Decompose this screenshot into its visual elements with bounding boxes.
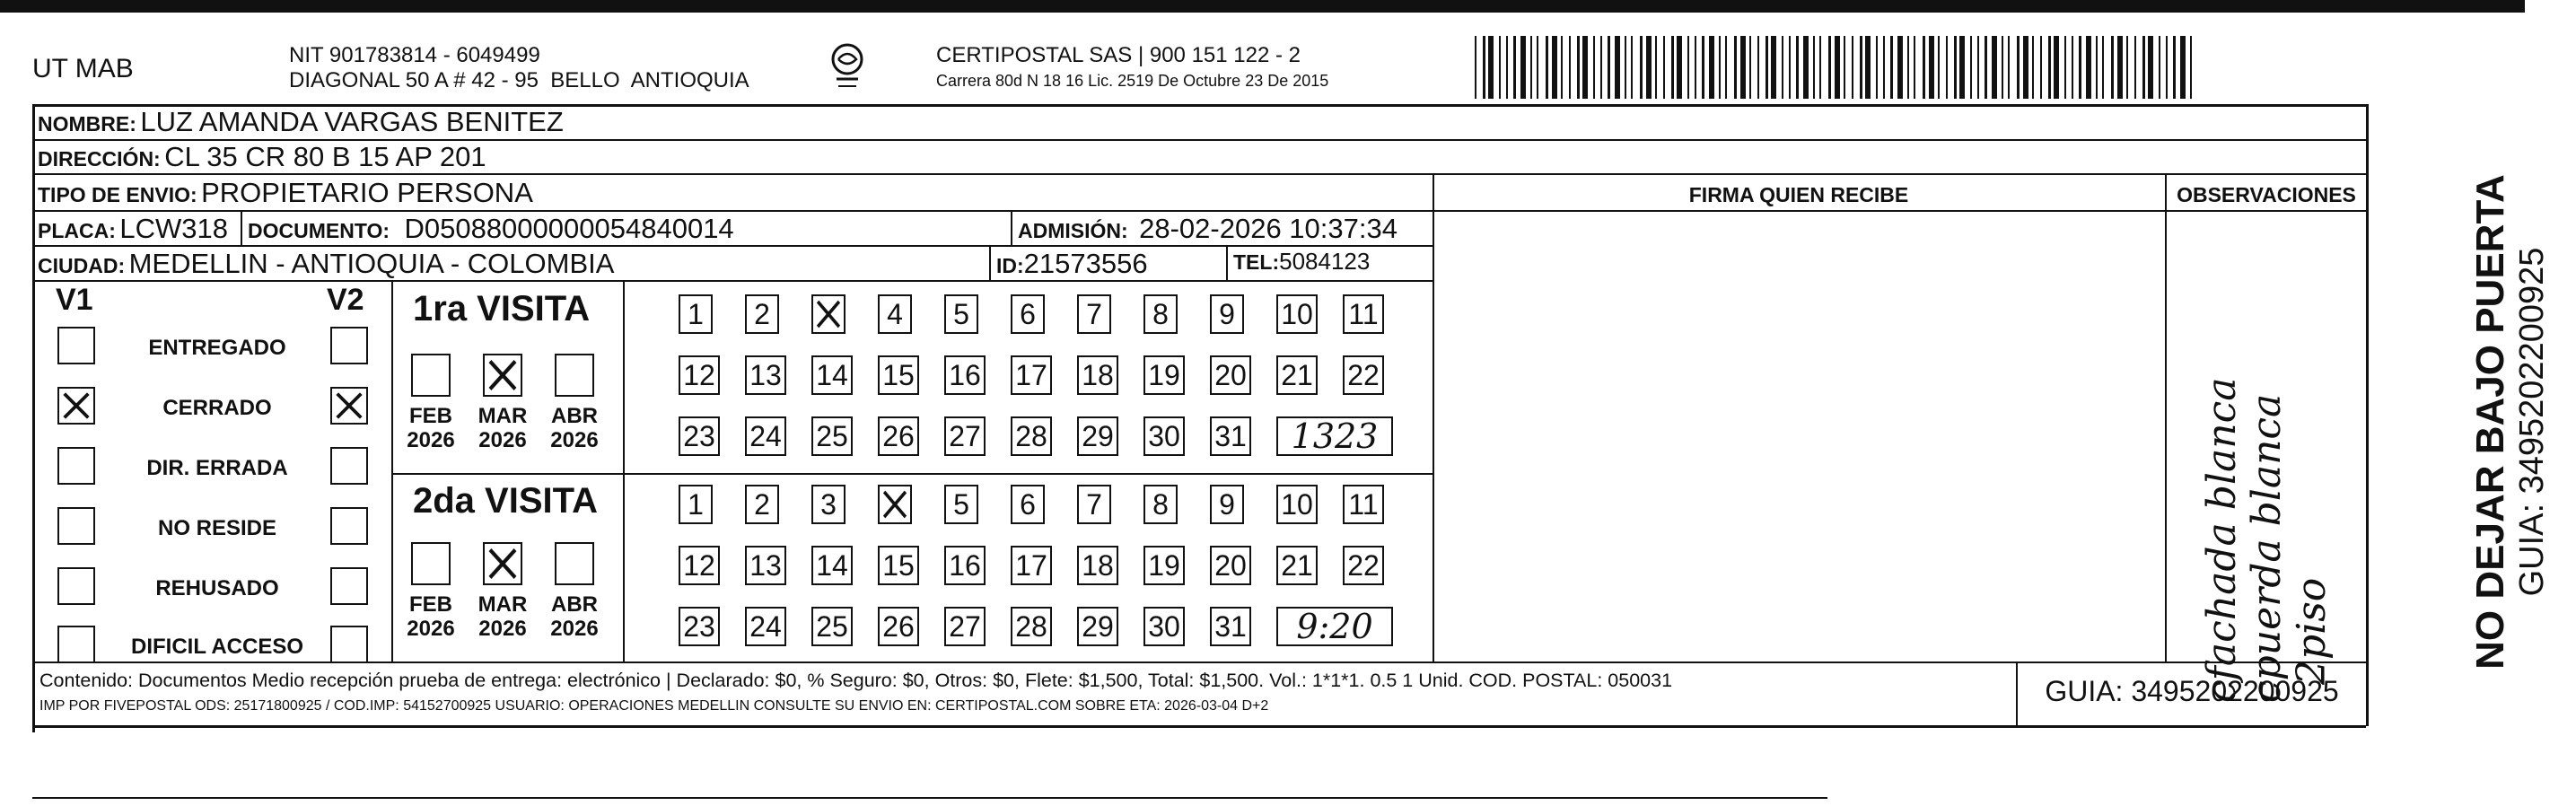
barcode-bar — [2002, 36, 2003, 99]
day-box[interactable]: 6 — [1011, 294, 1045, 334]
day-box[interactable]: 23 — [679, 607, 720, 646]
frame-right — [2366, 104, 2369, 726]
barcode-bar — [2096, 36, 2098, 99]
rule — [391, 473, 1433, 475]
company-address: DIAGONAL 50 A # 42 - 95 BELLO ANTIOQUIA — [289, 68, 749, 92]
day-box[interactable]: 3 — [811, 485, 846, 524]
barcode-bar — [1803, 36, 1809, 99]
placa-label: PLACA: — [38, 219, 116, 242]
placa-value: LCW318 — [119, 213, 228, 244]
day-box[interactable]: 19 — [1143, 355, 1185, 395]
company-name: UT MAB — [32, 54, 134, 83]
day-box[interactable]: 19 — [1143, 546, 1185, 585]
id-row — [996, 248, 1148, 280]
rule — [32, 245, 1433, 247]
v2-checkbox[interactable] — [330, 626, 368, 663]
barcode-bar — [2086, 36, 2091, 99]
certipostal-logo — [819, 39, 876, 97]
day-box[interactable]: 7 — [1077, 294, 1111, 334]
barcode-bar — [1569, 36, 1571, 99]
v1-checkbox[interactable] — [57, 387, 95, 425]
x-mark — [485, 355, 521, 395]
tel-label: TEL: — [1233, 250, 1280, 274]
day-box[interactable] — [878, 485, 912, 524]
barcode-bar — [1907, 36, 1909, 99]
documento-value: D05088000000054840014 — [404, 213, 734, 244]
month-checkbox[interactable] — [483, 354, 522, 397]
barcode-bar — [1954, 36, 1957, 99]
barcode — [1475, 36, 2196, 99]
no-dejar-text: NO DEJAR BAJO PUERTA — [2468, 174, 2512, 670]
obs-line-1: cfachada blanca — [2199, 377, 2245, 703]
barcode-bar — [2117, 36, 2123, 99]
month-year: 2026 — [407, 617, 455, 641]
x-mark — [59, 389, 93, 423]
nombre-value: LUZ AMANDA VARGAS BENITEZ — [140, 106, 564, 137]
barcode-bar — [1883, 36, 1885, 99]
certipostal-line2: Carrera 80d N 18 16 Lic. 2519 De Octubre 23 De 2015 — [936, 72, 1329, 90]
v1-checkbox[interactable] — [57, 327, 95, 364]
month-label — [471, 592, 534, 641]
day-box[interactable]: 20 — [1210, 546, 1251, 585]
barcode-bar — [1992, 36, 1997, 99]
day-box[interactable]: 22 — [1343, 355, 1384, 395]
day-box[interactable]: 8 — [1143, 485, 1178, 524]
documento-label: DOCUMENTO: — [248, 219, 390, 242]
month-label — [399, 404, 462, 452]
v2-checkbox[interactable] — [330, 567, 368, 605]
day-box[interactable]: 22 — [1343, 546, 1384, 585]
day-box[interactable]: 7 — [1077, 485, 1111, 524]
day-box[interactable]: 17 — [1011, 546, 1052, 585]
barcode-bar — [1897, 36, 1903, 99]
rule — [32, 280, 1433, 282]
rule — [32, 173, 2366, 175]
nombre-row — [38, 106, 564, 138]
barcode-bar — [2040, 36, 2042, 99]
day-box[interactable]: 25 — [811, 607, 853, 646]
month-checkbox[interactable] — [555, 354, 594, 397]
day-box[interactable]: 20 — [1210, 355, 1251, 395]
barcode-bar — [1499, 36, 1501, 99]
day-box[interactable]: 29 — [1077, 416, 1118, 456]
documento-row — [248, 213, 734, 245]
barcode-bar — [1663, 36, 1665, 99]
direccion-value: CL 35 CR 80 B 15 AP 201 — [164, 141, 486, 172]
barcode-bar — [1475, 36, 1476, 99]
rule — [32, 797, 1827, 799]
day-box[interactable]: 4 — [878, 294, 912, 334]
month-checkbox[interactable] — [411, 354, 451, 397]
barcode-bar — [1946, 36, 1948, 99]
barcode-bar — [2166, 36, 2168, 99]
day-box[interactable]: 1 — [679, 294, 713, 334]
barcode-bar — [1959, 36, 1965, 99]
day-box[interactable]: 26 — [878, 416, 919, 456]
x-mark — [813, 296, 844, 332]
month-name: MAR — [478, 404, 528, 428]
x-mark — [332, 389, 366, 423]
v1-checkbox[interactable] — [57, 567, 95, 605]
barcode-bar — [1757, 36, 1759, 99]
status-option-label: DIFICIL ACCESO — [130, 635, 303, 659]
barcode-bar — [1970, 36, 1972, 99]
barcode-bar — [1835, 36, 1840, 99]
rule — [2165, 175, 2167, 661]
month-year: 2026 — [407, 428, 455, 452]
tel-row — [1233, 248, 1370, 276]
day-box[interactable]: 12 — [679, 546, 720, 585]
day-box[interactable]: 11 — [1343, 294, 1384, 334]
rule — [1226, 245, 1228, 280]
nit: NIT 901783814 - 6049499 — [289, 43, 540, 67]
barcode-bar — [1593, 36, 1595, 99]
day-box[interactable]: 31 — [1210, 607, 1251, 646]
barcode-bar — [1876, 36, 1878, 99]
barcode-bar — [1813, 36, 1815, 99]
month-name: FEB — [409, 592, 452, 617]
imp-line: IMP POR FIVEPOSTAL ODS: 25171800925 / COD.IMP: 54152700925 USUARIO: OPERACIONES MEDELLIN CONSULTE SU ENVIO EN: CERTIPOSTAL.COM SOBRE ETA: 2026-03-04 D+2 — [39, 698, 1269, 714]
v2-checkbox[interactable] — [330, 327, 368, 364]
v2-checkbox[interactable] — [330, 507, 368, 545]
barcode-bar — [1615, 36, 1620, 99]
barcode-bar — [2173, 36, 2176, 99]
barcode-bar — [1938, 36, 1940, 99]
day-box[interactable]: 9 — [1210, 485, 1244, 524]
status-option-label: REHUSADO — [155, 576, 279, 600]
month-label — [543, 592, 606, 641]
barcode-bar — [2023, 36, 2028, 99]
barcode-bar — [1695, 36, 1696, 99]
v2-checkbox[interactable] — [330, 387, 368, 425]
day-box[interactable]: 24 — [745, 607, 786, 646]
tel-value: 5084123 — [1279, 248, 1371, 275]
month-year: 2026 — [550, 617, 599, 641]
rule — [1011, 210, 1012, 245]
day-box[interactable]: 26 — [878, 607, 919, 646]
barcode-bar — [1819, 36, 1821, 99]
month-year: 2026 — [550, 428, 599, 452]
barcode-bar — [2048, 36, 2051, 99]
barcode-bar — [1789, 36, 1791, 99]
status-option-label: ENTREGADO — [148, 336, 286, 360]
barcode-bar — [1860, 36, 1862, 99]
direccion-row — [38, 141, 486, 173]
barcode-bar — [1985, 36, 1987, 99]
barcode-bar — [2111, 36, 2114, 99]
day-box[interactable]: 11 — [1343, 485, 1384, 524]
barcode-bar — [1782, 36, 1783, 99]
barcode-bar — [1977, 36, 1979, 99]
barcode-bar — [1646, 36, 1652, 99]
top-border — [0, 0, 2525, 13]
day-box[interactable] — [811, 294, 846, 334]
barcode-bar — [2054, 36, 2059, 99]
day-box[interactable]: 5 — [944, 485, 978, 524]
visit1-title: 1ra VISITA — [413, 289, 591, 329]
v2-header: V2 — [327, 283, 364, 317]
day-box[interactable]: 17 — [1011, 355, 1052, 395]
month-label — [399, 592, 462, 641]
rule — [623, 280, 625, 661]
barcode-bar — [1677, 36, 1682, 99]
barcode-bar — [2142, 36, 2145, 99]
v1-checkbox[interactable] — [57, 447, 95, 485]
ciudad-value: MEDELLIN - ANTIOQUIA - COLOMBIA — [128, 248, 615, 279]
direccion-label: DIRECCIÓN: — [38, 147, 161, 171]
day-box[interactable]: 31 — [1210, 416, 1251, 456]
placa-row — [38, 213, 228, 245]
v2-checkbox[interactable] — [330, 447, 368, 485]
day-box[interactable]: 30 — [1143, 416, 1185, 456]
v1-checkbox[interactable] — [57, 626, 95, 663]
admision-label: ADMISIÓN: — [1018, 219, 1128, 242]
barcode-bar — [1640, 36, 1643, 99]
id-value: 21573556 — [1023, 248, 1148, 279]
barcode-bar — [2190, 36, 2192, 99]
day-box[interactable]: 28 — [1011, 607, 1052, 646]
barcode-bar — [1719, 36, 1721, 99]
barcode-bar — [1582, 36, 1588, 99]
barcode-bar — [2079, 36, 2081, 99]
day-box[interactable]: 6 — [1011, 485, 1045, 524]
id-label: ID: — [996, 254, 1024, 277]
day-box[interactable]: 27 — [944, 607, 986, 646]
day-box[interactable]: 16 — [944, 546, 986, 585]
day-box[interactable]: 23 — [679, 416, 720, 456]
barcode-bar — [2148, 36, 2153, 99]
day-box[interactable]: 21 — [1276, 546, 1318, 585]
month-name: MAR — [478, 592, 528, 617]
day-box[interactable]: 21 — [1276, 355, 1318, 395]
barcode-bar — [1483, 36, 1485, 99]
certipostal-line1: CERTIPOSTAL SAS | 900 151 122 - 2 — [936, 43, 1301, 67]
month-year: 2026 — [478, 617, 527, 641]
tipo-value: PROPIETARIO PERSONA — [201, 177, 533, 208]
barcode-bar — [1546, 36, 1548, 99]
barcode-bar — [1890, 36, 1893, 99]
side-text — [2468, 144, 2576, 700]
barcode-bar — [2072, 36, 2073, 99]
day-box[interactable]: 2 — [745, 294, 779, 334]
barcode-bar — [2032, 36, 2034, 99]
day-box[interactable]: 12 — [679, 355, 720, 395]
day-box[interactable]: 5 — [944, 294, 978, 334]
barcode-bar — [1577, 36, 1580, 99]
barcode-bar — [1608, 36, 1610, 99]
barcode-bar — [1537, 36, 1538, 99]
day-box[interactable]: 25 — [811, 416, 853, 456]
barcode-bar — [1488, 36, 1494, 99]
day-box[interactable]: 29 — [1077, 607, 1118, 646]
v1-checkbox[interactable] — [57, 507, 95, 545]
day-box[interactable]: 15 — [878, 355, 919, 395]
frame-left — [32, 104, 35, 732]
observaciones-header: OBSERVACIONES — [2177, 183, 2356, 206]
status-option-label: NO RESIDE — [157, 516, 277, 540]
day-box[interactable]: 14 — [811, 355, 853, 395]
visit-time-box[interactable]: 1323 — [1276, 416, 1393, 456]
day-box[interactable]: 30 — [1143, 607, 1185, 646]
barcode-bar — [2008, 36, 2010, 99]
ciudad-row — [38, 248, 614, 280]
nombre-label: NOMBRE: — [38, 112, 136, 136]
day-box[interactable]: 10 — [1276, 485, 1318, 524]
barcode-bar — [1655, 36, 1657, 99]
barcode-bar — [2159, 36, 2160, 99]
day-box[interactable]: 13 — [745, 355, 786, 395]
tipo-label: TIPO DE ENVIO: — [38, 183, 197, 206]
day-box[interactable]: 14 — [811, 546, 853, 585]
month-label — [471, 404, 534, 452]
visit-time-box[interactable]: 9:20 — [1276, 607, 1393, 646]
x-mark — [880, 486, 910, 522]
barcode-bar — [1852, 36, 1853, 99]
barcode-bar — [1552, 36, 1557, 99]
barcode-bar — [1520, 36, 1526, 99]
month-name: ABR — [551, 592, 598, 617]
month-name: ABR — [551, 404, 598, 428]
barcode-bar — [1702, 36, 1704, 99]
barcode-bar — [2017, 36, 2020, 99]
day-box[interactable]: 2 — [745, 485, 779, 524]
day-box[interactable]: 10 — [1276, 294, 1318, 334]
day-box[interactable]: 1 — [679, 485, 713, 524]
month-year: 2026 — [478, 428, 527, 452]
obs-line-3: 2piso — [2289, 577, 2335, 685]
day-box[interactable]: 13 — [745, 546, 786, 585]
barcode-bar — [2180, 36, 2186, 99]
barcode-bar — [1923, 36, 1925, 99]
month-checkbox[interactable] — [483, 542, 522, 585]
month-label — [543, 404, 606, 452]
x-mark — [485, 544, 521, 583]
barcode-bar — [1709, 36, 1714, 99]
barcode-bar — [1796, 36, 1799, 99]
side-guia: GUIA: 3495202200925 — [2513, 247, 2551, 597]
day-box[interactable]: 18 — [1077, 355, 1118, 395]
day-box[interactable]: 15 — [878, 546, 919, 585]
status-option-label: CERRADO — [162, 396, 272, 420]
barcode-bar — [1671, 36, 1674, 99]
barcode-bar — [1749, 36, 1751, 99]
day-box[interactable]: 28 — [1011, 416, 1052, 456]
rule — [32, 210, 2366, 212]
day-box[interactable]: 8 — [1143, 294, 1178, 334]
month-checkbox[interactable] — [411, 542, 451, 585]
status-option-label: DIR. ERRADA — [146, 456, 288, 480]
barcode-bar — [1561, 36, 1563, 99]
day-box[interactable]: 27 — [944, 416, 986, 456]
barcode-bar — [1914, 36, 1915, 99]
obs-line-2: cpuerda blanca — [2244, 393, 2290, 703]
guia-box: GUIA: 3495202200925 — [2045, 675, 2339, 707]
day-box[interactable]: 18 — [1077, 546, 1118, 585]
v1-header: V1 — [56, 283, 93, 317]
barcode-bar — [1513, 36, 1516, 99]
barcode-bar — [2126, 36, 2128, 99]
barcode-bar — [1530, 36, 1532, 99]
ciudad-label: CIUDAD: — [38, 254, 126, 277]
day-box[interactable]: 24 — [745, 416, 786, 456]
barcode-bar — [1631, 36, 1633, 99]
barcode-bar — [2102, 36, 2104, 99]
day-box[interactable]: 16 — [944, 355, 986, 395]
rule — [391, 280, 393, 661]
admision-row — [1018, 213, 1398, 245]
admision-value: 28-02-2026 10:37:34 — [1139, 213, 1398, 244]
barcode-bar — [2064, 36, 2066, 99]
barcode-bar — [1506, 36, 1508, 99]
barcode-bar — [1625, 36, 1626, 99]
barcode-bar — [1766, 36, 1768, 99]
rule — [1433, 175, 1434, 661]
barcode-bar — [1929, 36, 1934, 99]
barcode-bar — [1740, 36, 1746, 99]
visit2-title: 2da VISITA — [413, 481, 598, 521]
tipo-row — [38, 177, 533, 209]
barcode-bar — [1687, 36, 1689, 99]
firma-header: FIRMA QUIEN RECIBE — [1688, 183, 1909, 206]
month-name: FEB — [409, 404, 452, 428]
barcode-bar — [1865, 36, 1871, 99]
day-box[interactable]: 9 — [1210, 294, 1244, 334]
barcode-bar — [1600, 36, 1602, 99]
barcode-bar — [1828, 36, 1831, 99]
month-checkbox[interactable] — [555, 542, 594, 585]
barcode-bar — [2134, 36, 2136, 99]
barcode-bar — [1734, 36, 1737, 99]
barcode-bar — [1725, 36, 1727, 99]
rule — [989, 245, 991, 280]
rule — [241, 210, 242, 245]
contenido-line: Contenido: Documentos Medio recepción prueba de entrega: electrónico | Declarado: $0, % Seguro: $0, Otros: $0, Flete: $1,500, Total: $1,500. Vol.: 1*1*1. 0.5 1 Unid. COD. POSTAL: 050031 — [39, 670, 1673, 691]
barcode-bar — [1844, 36, 1845, 99]
barcode-bar — [1771, 36, 1776, 99]
